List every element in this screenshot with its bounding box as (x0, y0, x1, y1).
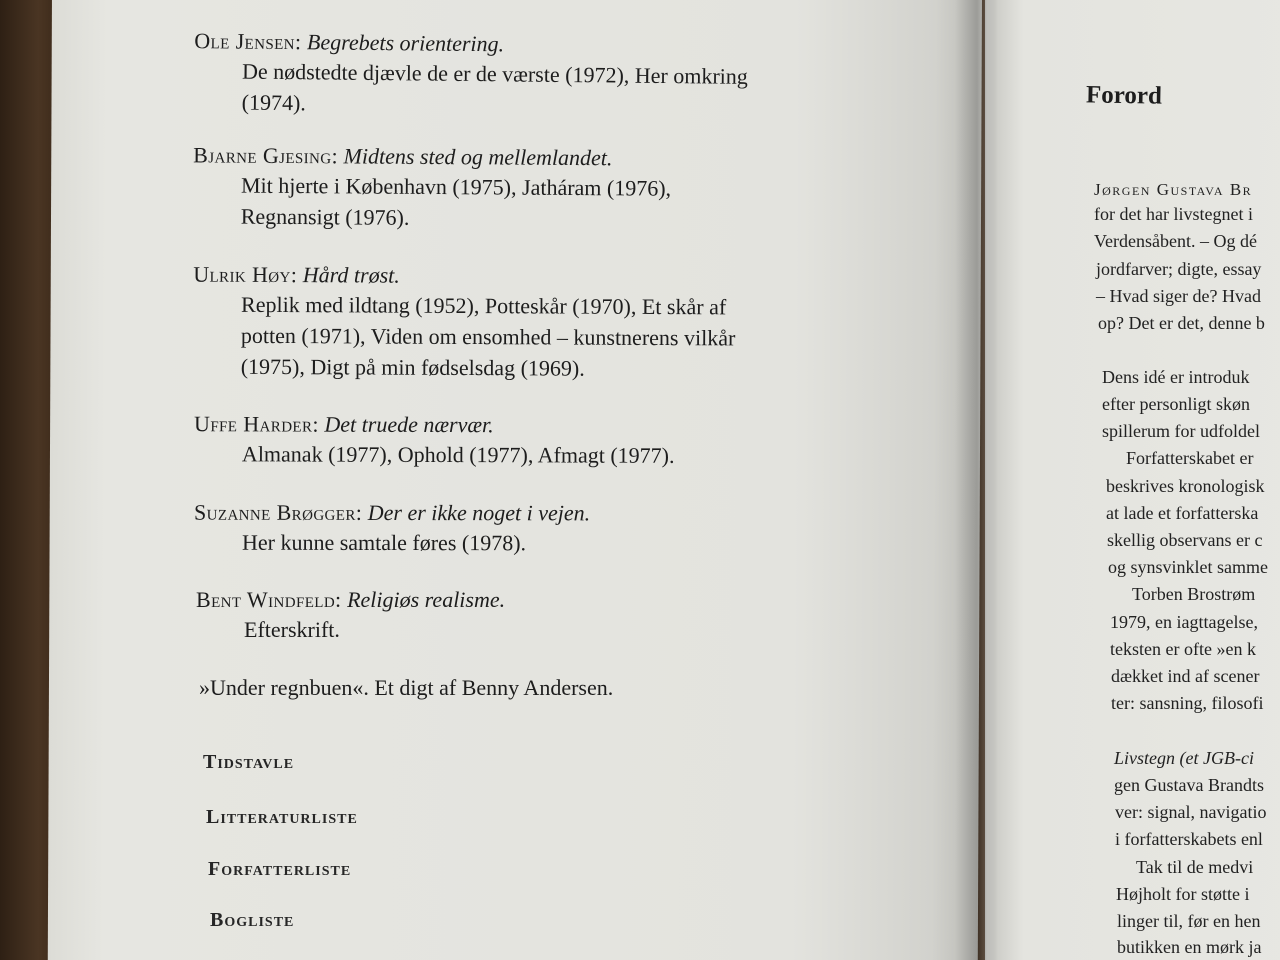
toc-entry-heading (193, 261, 736, 292)
forord-line: jordfarver; digte, essay (1096, 259, 1262, 279)
toc-entry (193, 141, 672, 234)
forord-line: Dens idé er introduk (1102, 367, 1250, 387)
toc-works-line: Mit hjerte i København (1975), Jatháram (1976), (240, 172, 672, 201)
toc-works (193, 289, 736, 385)
appendix-timeline: Tidstavle (203, 751, 295, 773)
toc-works-line: Almanak (1977), Ophold (1977), Afmagt (1977). (241, 441, 675, 468)
forord-text (1080, 0, 1280, 960)
toc-entry-heading (196, 586, 505, 614)
toc-author: Ole Jensen: (194, 28, 302, 55)
toc-entry (194, 27, 749, 123)
toc-works-line: Efterskrift. (244, 617, 340, 642)
toc-author: Ulrik Høy: (193, 261, 298, 288)
forord-heading: Forord (1085, 81, 1163, 110)
forord-line: linger til, før en hen (1117, 911, 1261, 931)
toc-entry-heading (194, 499, 590, 528)
forord-line: Forfatterskabet er (1126, 448, 1254, 468)
forord-line: – Hvad siger de? Hvad (1096, 286, 1261, 306)
forord-line: at lade et forfatterska (1106, 503, 1259, 523)
forord-line: butikken en mørk ja (1117, 937, 1262, 957)
toc-entry (193, 261, 736, 385)
forord-line: skellig observans er c (1107, 530, 1263, 550)
forord-line: og synsvinklet samme (1108, 557, 1268, 577)
toc-works-line: Replik med ildtang (1952), Potteskår (1970), Et skår af (241, 291, 727, 320)
forord-line: ter: sansning, filosofi (1111, 693, 1264, 713)
forord-line: Jørgen Gustava Br (1094, 180, 1253, 199)
forord-line: efter personligt skøn (1102, 394, 1250, 414)
forord-line: dækket ind af scener (1111, 666, 1260, 686)
toc-title: Begrebets orientering. (306, 29, 505, 57)
toc-title: Midtens sted og mellemlandet. (343, 143, 613, 171)
toc-title: Der er ikke noget i vejen. (367, 499, 591, 526)
toc-entry (194, 410, 675, 471)
poem-entry: »Under regnbuen«. Et digt af Benny Andersen. (199, 675, 614, 700)
toc-title: Hård trøst. (302, 262, 400, 288)
appendix-author-list: Forfatterliste (208, 858, 352, 880)
forord-line: gen Gustava Brandts (1114, 775, 1264, 795)
toc-entry (196, 586, 505, 645)
toc-works-line: De nødstedte djævle de er de værste (1972), Her omkring (241, 58, 749, 89)
toc-works-line: (1975), Digt på min fødselsdag (1969). (240, 353, 585, 381)
toc-works (193, 169, 672, 234)
toc-author: Bent Windfeld: (196, 587, 342, 612)
appendix-book-list: Bogliste (210, 909, 295, 931)
toc-works (194, 438, 675, 471)
toc-works-line: Regnansigt (1976). (240, 203, 410, 230)
forord-line: 1979, en iagttagelse, (1110, 612, 1258, 632)
toc-works (194, 55, 748, 123)
toc-works (194, 527, 590, 559)
toc-works (196, 614, 505, 645)
forord-line: Torben Brostrøm (1132, 584, 1256, 604)
toc-author: Uffe Harder: (194, 411, 319, 437)
forord-line: spillerum for udfoldel (1102, 421, 1260, 441)
forord-line: Højholt for støtte i (1116, 884, 1250, 904)
forord-line: Tak til de medvi (1136, 857, 1254, 877)
toc-title: Det truede nærvær. (324, 411, 494, 438)
toc-title: Religiøs realisme. (347, 587, 506, 612)
forord-line: for det har livstegnet i (1094, 204, 1253, 224)
forord-line: op? Det er det, denne b (1098, 313, 1265, 333)
toc-entry-heading (193, 141, 671, 172)
toc-works-line: Her kunne samtale føres (1978). (241, 529, 527, 556)
forord-line: i forfatterskabets enl (1115, 829, 1263, 849)
toc-author: Suzanne Brøgger: (194, 499, 363, 525)
toc-entry-heading (194, 410, 675, 440)
toc-works-line: (1974). (241, 89, 306, 116)
toc-works-line: potten (1971), Viden om ensomhed – kunstnerens vilkår (240, 322, 736, 351)
forord-line: Verdensåbent. – Og dé (1094, 231, 1257, 251)
forord-line: ver: signal, navigatio (1115, 802, 1267, 822)
toc-author: Bjarne Gjesing: (193, 142, 339, 169)
forord-line: Livstegn (et JGB-ci (1114, 748, 1254, 768)
forord-line: teksten er ofte »en k (1110, 639, 1256, 659)
forord-line: beskrives kronologisk (1106, 476, 1265, 496)
toc-entry (194, 499, 590, 559)
appendix-literature-list: Litteraturliste (206, 806, 358, 828)
